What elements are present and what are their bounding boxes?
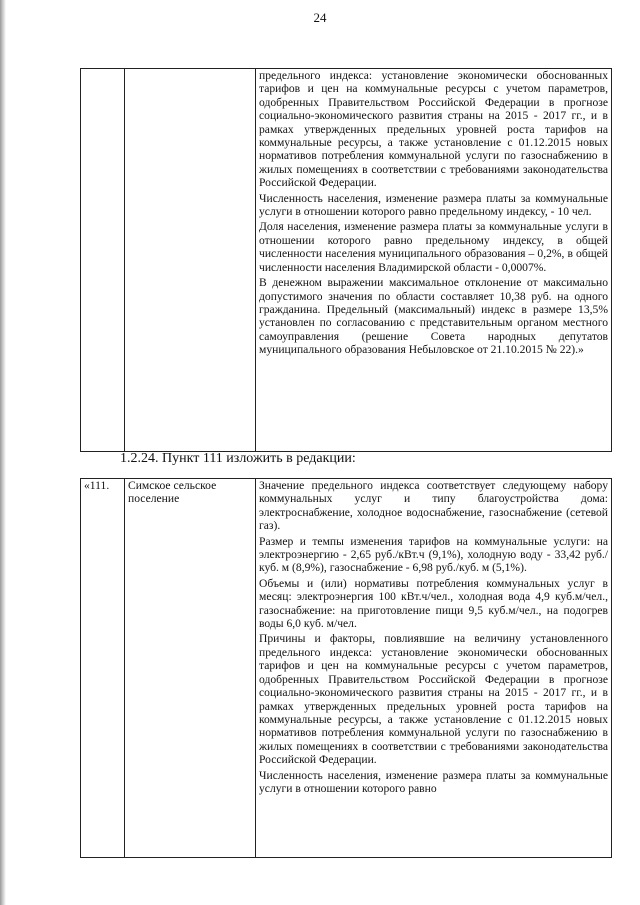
description-cell	[256, 479, 612, 858]
description-paragraph: В денежном выражении максимальное отклонение от максимально допустимого значения по области составляет 10,38 руб. на одного гражданина. Предельный (максимальный) индекс в размере 13,5% установлен по согласованию с представительным органом местного самоуправления (решение Совета народных депутатов муниципального образования Небыловское от 21.10.2015 № 22).»	[259, 276, 608, 357]
row-number-cell	[81, 479, 125, 858]
description-paragraph: Доля населения, изменение размера платы за коммунальные услуги в отношении которого равно предельному индексу, в общей численности населения муниципального образования – 0,2%, в общей численности населения Владимирской области - 0,0007%.	[259, 220, 608, 274]
table-row	[81, 69, 612, 452]
description-paragraph: Значение предельного индекса соответствует следующему набору коммунальных услуг и типу благоустройства дома: электроснабжение, холодное водоснабжение, газоснабжение (сетевой газ).	[259, 479, 608, 533]
description-cell	[256, 69, 612, 452]
continuation-table	[80, 68, 612, 452]
settlement-name-cell	[125, 479, 256, 858]
row-number-cell	[81, 69, 125, 452]
settlement-name: Симское сельское поселение	[128, 479, 217, 506]
description-paragraph: предельного индекса: установление экономически обоснованных тарифов и цен на коммунальные ресурсы с учетом параметров, одобренных Правительством Российской Федерации в прогнозе социально-экономического развития страны на 2015 - 2017 гг., и в рамках утвержденных предельных уровней роста тарифов на коммунальные ресурсы, а также установление с 01.12.2015 новых нормативов потребления коммунальной услуги по газоснабжению в жилых помещениях в соответствии с требованиями законодательства Российской Федерации.	[259, 69, 608, 190]
description-paragraph: Численность населения, изменение размера платы за коммунальные услуги в отношении которого равно	[259, 768, 608, 795]
description-paragraph: Объемы и (или) нормативы потребления коммунальных услуг в месяц: электроэнергия 100 кВт.ч/чел., холодная вода 4,9 куб.м/чел., газоснабжение: на приготовление пищи 9,5 куб.м/чел., на подогрев воды 6,0 куб. м/чел.	[259, 576, 608, 631]
page-number: 24	[313, 10, 327, 25]
row-number: «111.	[84, 479, 110, 492]
settlement-name-cell	[125, 69, 256, 452]
scan-edge-shadow	[0, 0, 6, 905]
table-row	[81, 479, 612, 858]
description-paragraph: Причины и факторы, повлиявшие на величину установленного предельного индекса: установление экономически обоснованных тарифов и цен на коммунальные ресурсы с учетом параметров, одобренных Правительством Российской Федерации в прогнозе социально-экономического развития страны на 2015 - 2017 гг., и в рамках утвержденных предельных уровней роста тарифов на коммунальные ресурсы, а также установление с 01.12.2015 новых нормативов потребления коммунальной услуги по газоснабжению в жилых помещениях в соответствии с требованиями законодательства Российской Федерации.	[259, 632, 608, 767]
amendment-heading: 1.2.24. Пункт 111 изложить в редакции:	[120, 451, 356, 466]
description-paragraph: Численность населения, изменение размера платы за коммунальные услуги в отношении которого равно предельному индексу, - 10 чел.	[259, 191, 608, 219]
description-paragraph: Размер и темпы изменения тарифов на коммунальные услуги: на электроэнергию - 2,65 руб./кВт.ч (9,1%), холодную воду - 33,42 руб./куб. м (8,9%), газоснабжение - 6,98 руб./куб. м (5,1%).	[259, 534, 608, 575]
amendment-table	[80, 478, 612, 858]
